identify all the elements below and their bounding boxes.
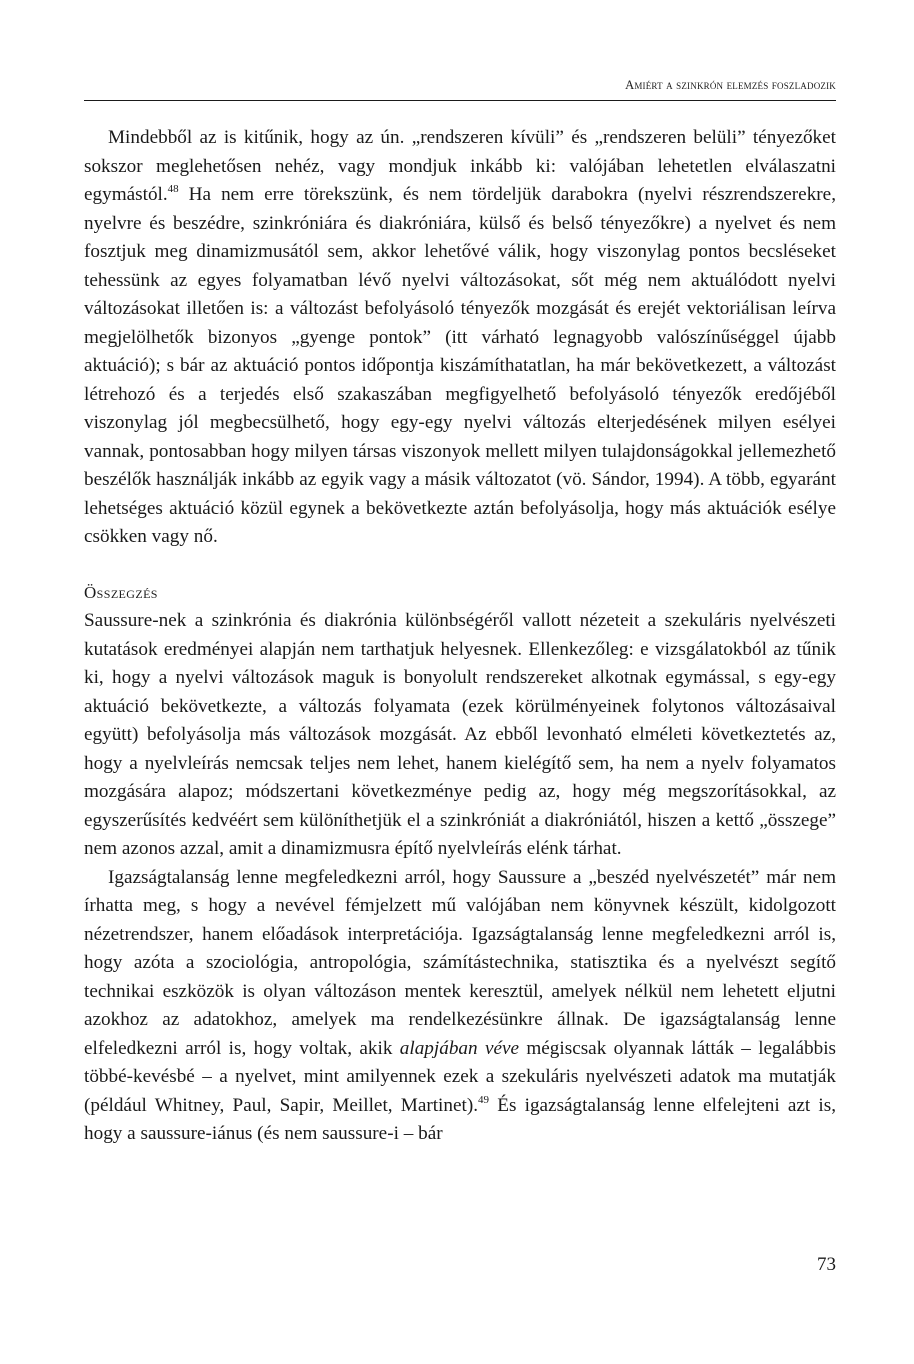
paragraph-3 [84, 864, 836, 1149]
paragraph-1-text: Mindebből az is kitűnik, hogy az ún. „rendszeren kívüli” és „rendszeren belüli” tényezőket sokszor meglehetősen nehéz, vagy mondjuk inkább ki: valójában lehetetlen elválaszatni egymástól. [84, 127, 836, 205]
section-heading: Összegzés [84, 582, 158, 602]
page-body [84, 124, 836, 1149]
paragraph-2: Saussure-nek a szinkrónia és diakrónia különbségéről vallott nézeteit a szekuláris nyelvészeti kutatások eredményei alapján nem tarthatjuk helyesnek. Ellenkezőleg: e vizsgálatokból az tűnik ki, hogy a nyelvi változások maguk is bonyolult rendszereket alkotnak egymással, s egy-egy aktuáció bekövetkezte, a változás folyamata (ezek körülményeinek folytonos változásaival együtt) befolyásolja más változások mozgását. Az ebből levonható elméleti következtetés az, hogy a nyelvleírás nemcsak teljes nem lehet, hanem kielégítő sem, ha nem a nyelv folyamatos mozgására alapoz; módszertani következménye pedig az, hogy még megszorításokkal, az egyszerűsítés kedvéért sem különíthetjük el a szinkróniát a diakróniától, hiszen a kettő „összege” nem azonos azzal, amit a dinamizmusra építő nyelvleírás elénk tárhat. [84, 610, 836, 859]
paragraph-3-text-cont: mégiscsak olyannak látták – legalábbis többé-kevésbé – a nyelvet, mint amilyennek ezek a szekuláris nyelvészeti adatok ma mutatják (például Whitney, Paul, Sapir, Meillet, Martinet). [84, 1037, 836, 1116]
paragraph-3-text: Igazságtalanság lenne megfeledkezni arról, hogy Saussure a „beszéd nyelvészetét” már nem írhatta meg, s hogy a nevével fémjelzett mű valójában nem könyvnek készült, kidolgozott nézetrendszer, hanem előadások interpretációja. Igazságtalanság lenne megfeledkezni arról is, hogy azóta a szociológia, antropológia, számítástechnika, statisztika és a nyelvészt segítő technikai eszközök is olyan változáson mentek keresztül, amelyek nélkül nem lehetett eljutni azokhoz az adatokhoz, amelyek ma rendelkezésünkre állnak. De igazságtalanság lenne elfeledkezni arról is, hogy voltak, akik [84, 866, 836, 1059]
paragraph-3-text-end: És igazságtalanság lenne elfelejteni azt is, hogy a saussure-iánus (és nem saussure-i – bár [84, 1094, 836, 1144]
running-head: Amiért a szinkrón elemzés foszladozik [625, 78, 836, 92]
paragraph-1 [84, 124, 836, 552]
header-rule [84, 100, 836, 101]
paragraph-1-text-cont: Ha nem erre törekszünk, és nem tördeljük darabokra (nyelvi részrendszerekre, nyelvre és beszédre, szinkróniára és diakróniára, külső és belső tényezőkre) a nyelvet és nem fosztjuk meg dinamizmusától sem, akkor lehetővé válik, hogy viszonylag pontos becsléseket tehessünk az egyes folyamatban lévő nyelvi változásokat, sőt még nem aktuálódott nyelvi változásokat illetően is: a változást befolyásoló tényezők mozgását és erejét vektoriálisan leírva megjelölhetők bizonyos „gyenge pontok” (itt várható legnagyobb valószínűséggel újabb aktuáció); s bár az aktuáció pontos időpontja kiszámíthatatlan, ha már bekövetkezett, a változást létrehozó és a terjedés első szakaszában megfigyelhető befolyásoló tényezők eredőjéből viszonylag jól megbecsülhető, hogy egy-egy nyelvi változás elterjedésének milyen esélyei vannak, pontosabban hogy milyen társas viszonyok mellett milyen tulajdonságokkal jellemezhető beszélők használják inkább az egyik vagy a másik változatot (vö. Sándor, 1994). A több, egyaránt lehetséges aktuáció közül egynek a bekövetkezte aztán befolyásolja, hogy más aktuációk esélye csökken vagy nő. [84, 184, 836, 547]
emphasis-text: alapjában véve [399, 1037, 520, 1059]
footnote-ref-49: 49 [478, 1093, 490, 1106]
page-number: 73 [817, 1254, 836, 1275]
footnote-ref-48: 48 [167, 183, 179, 195]
